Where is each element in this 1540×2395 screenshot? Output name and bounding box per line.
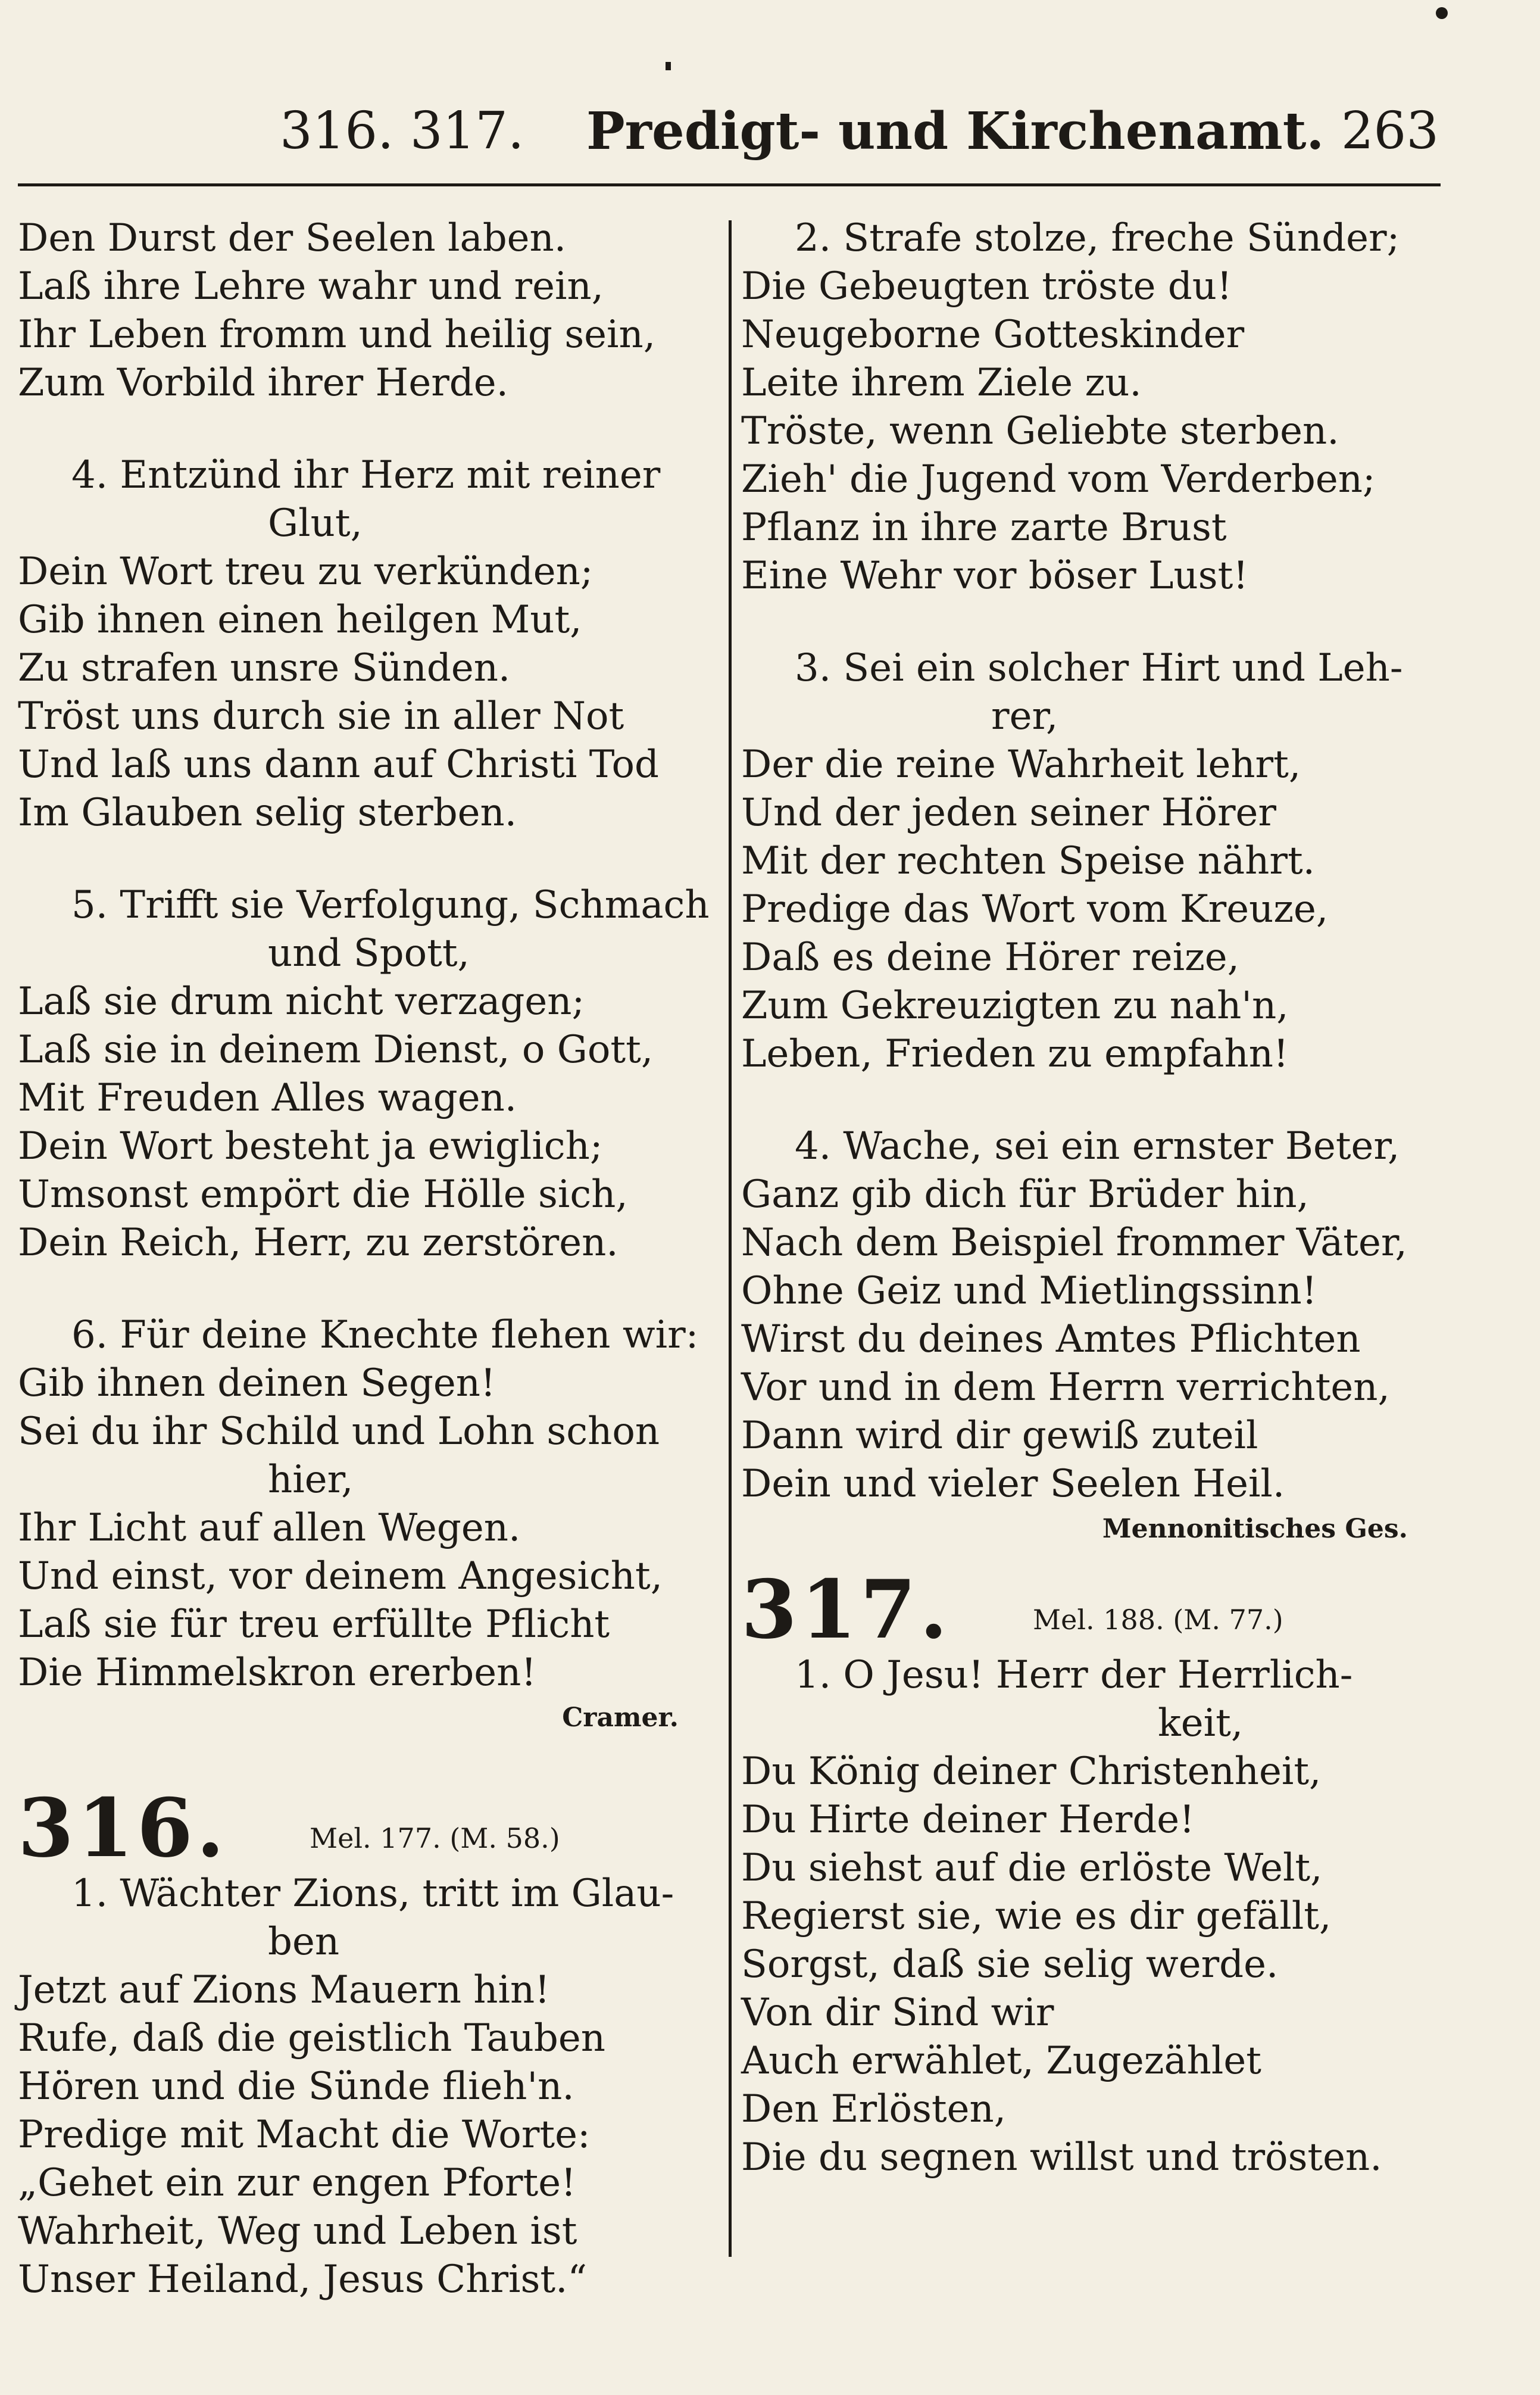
hymn-316-stanza-1 xyxy=(18,1870,714,2304)
verse-line: Den Durst der Seelen laben. xyxy=(18,216,567,260)
verse-line: Und laß uns dann auf Christi Tod xyxy=(18,743,659,787)
ink-mark xyxy=(666,62,671,70)
verse-line: Du Hirte deiner Herde! xyxy=(741,1798,1195,1842)
stanza-continuation xyxy=(18,214,714,407)
melody-reference: Mel. 188. (M. 77.) xyxy=(1033,1604,1283,1636)
verse-line: Tröste, wenn Geliebte sterben. xyxy=(741,409,1339,453)
verse-line: Predige das Wort vom Kreuze, xyxy=(741,887,1329,931)
verse-line: Du siehst auf die erlöste Welt, xyxy=(741,1846,1323,1890)
verse-line: Ihr Leben fromm und heilig sein, xyxy=(18,313,656,357)
verse-line: Und der jeden seiner Hörer xyxy=(741,791,1276,835)
verse-line: und Spott, xyxy=(268,931,470,975)
melody-reference: Mel. 177. (M. 58.) xyxy=(310,1822,560,1854)
verse-line: Glut, xyxy=(268,501,363,545)
verse-line: Dein Wort treu zu verkünden; xyxy=(18,550,593,594)
verse-line: keit, xyxy=(1158,1701,1244,1745)
verse-line: Im Glauben selig sterben. xyxy=(18,791,517,835)
verse-line: Du König deiner Christenheit, xyxy=(741,1750,1322,1794)
page-number: 263 xyxy=(1341,101,1439,161)
stanza-4 xyxy=(18,451,714,837)
stanza-5 xyxy=(18,881,714,1267)
verse-line: Die Gebeugten tröste du! xyxy=(741,264,1232,308)
verse-line: Gib ihnen deinen Segen! xyxy=(18,1361,496,1405)
verse-line: Leite ihrem Ziele zu. xyxy=(741,361,1142,405)
verse-line: Pflanz in ihre zarte Brust xyxy=(741,506,1227,550)
header-title: Predigt- und Kirchenamt. xyxy=(586,101,1325,161)
hymn-number: 317. xyxy=(741,1562,951,1657)
verse-line: Eine Wehr vor böser Lust! xyxy=(741,554,1248,598)
right-column xyxy=(741,214,1444,2182)
hymn-heading xyxy=(741,1562,1444,1657)
ink-dot xyxy=(1436,7,1448,19)
stanza-2 xyxy=(741,214,1444,600)
verse-line: Laß ihre Lehre wahr und rein, xyxy=(18,264,604,308)
verse-line: Auch erwählet, Zugezählet xyxy=(741,2039,1261,2083)
hymn-317-stanza-1 xyxy=(741,1651,1444,2182)
verse-line: Gib ihnen einen heilgen Mut, xyxy=(18,598,582,642)
verse-line: Zum Gekreuzigten zu nah'n, xyxy=(741,984,1289,1028)
verse-line: Regierst sie, wie es dir gefällt, xyxy=(741,1894,1332,1938)
verse-line: Zieh' die Jugend vom Verderben; xyxy=(741,457,1376,501)
hymn-heading xyxy=(18,1780,714,1875)
verse-line: Ganz gib dich für Brüder hin, xyxy=(741,1172,1309,1217)
page-header xyxy=(24,89,1439,167)
verse-line: Umsonst empört die Hölle sich, xyxy=(18,1172,628,1217)
verse-line: Laß sie für treu erfüllte Pflicht xyxy=(18,1602,610,1646)
verse-line: Predige mit Macht die Worte: xyxy=(18,2113,591,2157)
verse-line: rer, xyxy=(991,694,1058,738)
verse-line: Laß sie in deinem Dienst, o Gott, xyxy=(18,1028,654,1072)
verse-line: Ohne Geiz und Mietlingssinn! xyxy=(741,1269,1317,1313)
verse-line: Unser Heiland, Jesus Christ.“ xyxy=(18,2257,588,2302)
verse-line: 1. O Jesu! Herr der Herrlich- xyxy=(795,1653,1353,1697)
verse-line: hier, xyxy=(268,1458,354,1502)
verse-line: Dein Wort besteht ja ewiglich; xyxy=(18,1124,603,1168)
verse-line: 4. Entzünd ihr Herz mit reiner xyxy=(71,453,661,497)
verse-line: Neugeborne Gotteskinder xyxy=(741,313,1245,357)
verse-line: 1. Wächter Zions, tritt im Glau- xyxy=(71,1872,674,1916)
hymn-number: 316. xyxy=(18,1780,228,1875)
column-divider xyxy=(729,220,732,2257)
stanza-3 xyxy=(741,644,1444,1078)
left-column xyxy=(18,214,714,2304)
verse-line: 5. Trifft sie Verfolgung, Schmach xyxy=(71,883,710,927)
stanza-4-right xyxy=(741,1122,1444,1508)
verse-line: Dein und vieler Seelen Heil. xyxy=(741,1462,1285,1506)
verse-line: Jetzt auf Zions Mauern hin! xyxy=(18,1968,550,2012)
verse-line: Zu strafen unsre Sünden. xyxy=(18,646,511,690)
verse-line: Nach dem Beispiel frommer Väter, xyxy=(741,1221,1407,1265)
verse-line: Leben, Frieden zu empfahn! xyxy=(741,1032,1289,1076)
verse-line: Sei du ihr Schild und Lohn schon xyxy=(18,1409,660,1454)
verse-line: Und einst, vor deinem Angesicht, xyxy=(18,1554,663,1598)
stanza-6 xyxy=(18,1311,714,1697)
verse-line: Hören und die Sünde flieh'n. xyxy=(18,2065,574,2109)
verse-line: Daß es deine Hörer reize, xyxy=(741,935,1239,980)
verse-line: Zum Vorbild ihrer Herde. xyxy=(18,361,508,405)
verse-line: „Gehet ein zur engen Pforte! xyxy=(18,2161,576,2205)
verse-line: Den Erlösten, xyxy=(741,2087,1007,2131)
verse-line: 2. Strafe stolze, freche Sünder; xyxy=(795,216,1400,260)
verse-line: Der die reine Wahrheit lehrt, xyxy=(741,743,1301,787)
verse-line: Von dir Sind wir xyxy=(741,1991,1054,2035)
verse-line: Ihr Licht auf allen Wegen. xyxy=(18,1506,521,1550)
author-attribution: Mennonitisches Ges. xyxy=(1102,1514,1408,1544)
verse-line: Tröst uns durch sie in aller Not xyxy=(18,694,624,738)
verse-line: Rufe, daß die geistlich Tauben xyxy=(18,2016,605,2060)
verse-line: Sorgst, daß sie selig werde. xyxy=(741,1942,1279,1987)
verse-line: Dein Reich, Herr, zu zerstören. xyxy=(18,1221,619,1265)
header-rule xyxy=(18,183,1441,186)
verse-line: ben xyxy=(268,1920,340,1964)
verse-line: Wirst du deines Amtes Pflichten xyxy=(741,1317,1361,1361)
verse-line: 6. Für deine Knechte flehen wir: xyxy=(71,1313,699,1357)
author-attribution: Cramer. xyxy=(562,1702,679,1733)
verse-line: Die Himmelskron ererben! xyxy=(18,1651,537,1695)
verse-line: 3. Sei ein solcher Hirt und Leh- xyxy=(795,646,1403,690)
verse-line: Mit Freuden Alles wagen. xyxy=(18,1076,517,1120)
verse-line: 4. Wache, sei ein ernster Beter, xyxy=(795,1124,1400,1168)
verse-line: Vor und in dem Herrn verrichten, xyxy=(741,1365,1390,1409)
verse-line: Mit der rechten Speise nährt. xyxy=(741,839,1315,883)
verse-line: Laß sie drum nicht verzagen; xyxy=(18,980,585,1024)
verse-line: Die du segnen willst und trösten. xyxy=(741,2135,1382,2179)
verse-line: Wahrheit, Weg und Leben ist xyxy=(18,2209,577,2253)
verse-line: Dann wird dir gewiß zuteil xyxy=(741,1414,1258,1458)
header-hymn-numbers: 316. 317. xyxy=(280,101,524,161)
